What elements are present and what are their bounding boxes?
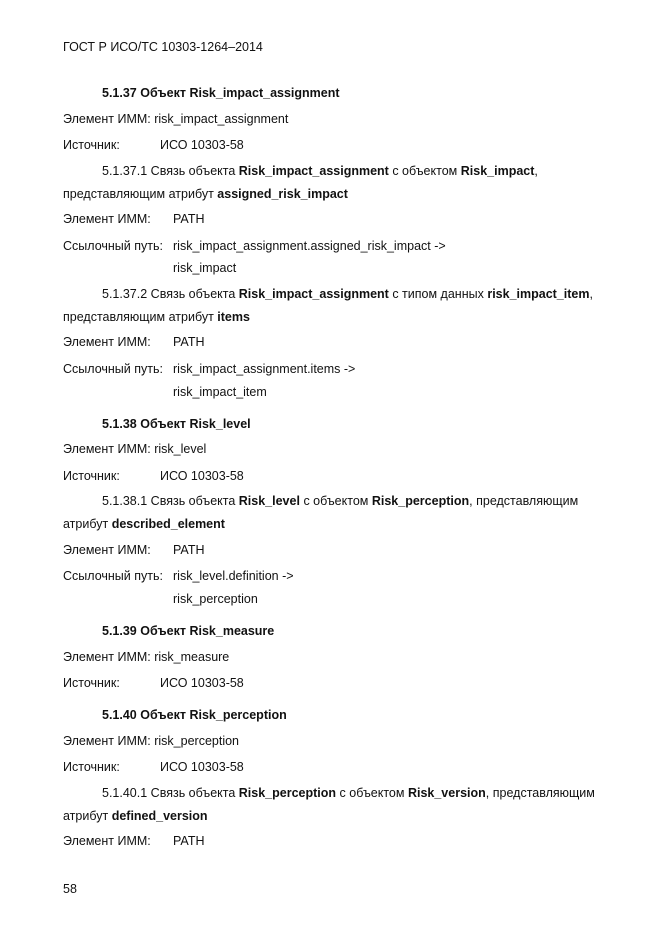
ref-path-line-1: risk_impact_assignment.assigned_risk_impact -> [173, 239, 446, 253]
section-heading-5-1-38: 5.1.38 Объект Risk_level [102, 417, 251, 431]
relation-5-1-40-1: 5.1.40.1 Связь объекта Risk_perception с объектом Risk_version, представляющим [102, 786, 595, 800]
element-line: Элемент ИММ: risk_level [63, 442, 207, 456]
source-label: Источник: [63, 469, 120, 483]
relation-5-1-38-1-cont: атрибут described_element [63, 517, 225, 531]
relation-5-1-37-2-cont: представляющим атрибут items [63, 310, 250, 324]
ref-path-line-1: risk_level.definition -> [173, 569, 294, 583]
source-label: Источник: [63, 138, 120, 152]
element-line: Элемент ИММ: risk_perception [63, 734, 239, 748]
relation-5-1-38-1: 5.1.38.1 Связь объекта Risk_level с объектом Risk_perception, представляющим [102, 494, 579, 508]
element-label: Элемент ИММ: [63, 543, 151, 557]
element-label: Элемент ИММ: [63, 834, 151, 848]
source-value: ИСО 10303-58 [160, 760, 244, 774]
section-heading-5-1-40: 5.1.40 Объект Risk_perception [102, 708, 287, 722]
source-value: ИСО 10303-58 [160, 138, 244, 152]
ref-path-line-2: risk_impact [173, 261, 237, 275]
path-value: PATH [173, 212, 205, 226]
path-value: PATH [173, 834, 205, 848]
source-label: Источник: [63, 760, 120, 774]
relation-5-1-37-2: 5.1.37.2 Связь объекта Risk_impact_assignment с типом данных risk_impact_item, [102, 287, 593, 301]
relation-5-1-40-1-cont: атрибут defined_version [63, 809, 208, 823]
path-value: PATH [173, 543, 205, 557]
element-label: Элемент ИММ: [63, 212, 151, 226]
page-number: 58 [63, 882, 77, 896]
source-value: ИСО 10303-58 [160, 469, 244, 483]
element-line: Элемент ИММ: risk_measure [63, 650, 230, 664]
ref-path-label: Ссылочный путь: [63, 569, 163, 583]
section-heading-5-1-37: 5.1.37 Объект Risk_impact_assignment [102, 86, 340, 100]
ref-path-label: Ссылочный путь: [63, 362, 163, 376]
ref-path-line-1: risk_impact_assignment.items -> [173, 362, 356, 376]
document-header: ГОСТ Р ИСО/ТС 10303-1264–2014 [63, 40, 263, 54]
relation-5-1-37-1: 5.1.37.1 Связь объекта Risk_impact_assignment с объектом Risk_impact, [102, 164, 538, 178]
path-value: PATH [173, 335, 205, 349]
section-heading-5-1-39: 5.1.39 Объект Risk_measure [102, 624, 275, 638]
relation-5-1-37-1-cont: представляющим атрибут assigned_risk_impact [63, 187, 348, 201]
ref-path-label: Ссылочный путь: [63, 239, 163, 253]
source-value: ИСО 10303-58 [160, 676, 244, 690]
ref-path-line-2: risk_impact_item [173, 385, 267, 399]
source-label: Источник: [63, 676, 120, 690]
element-line: Элемент ИММ: risk_impact_assignment [63, 112, 289, 126]
element-label: Элемент ИММ: [63, 335, 151, 349]
ref-path-line-2: risk_perception [173, 592, 258, 606]
